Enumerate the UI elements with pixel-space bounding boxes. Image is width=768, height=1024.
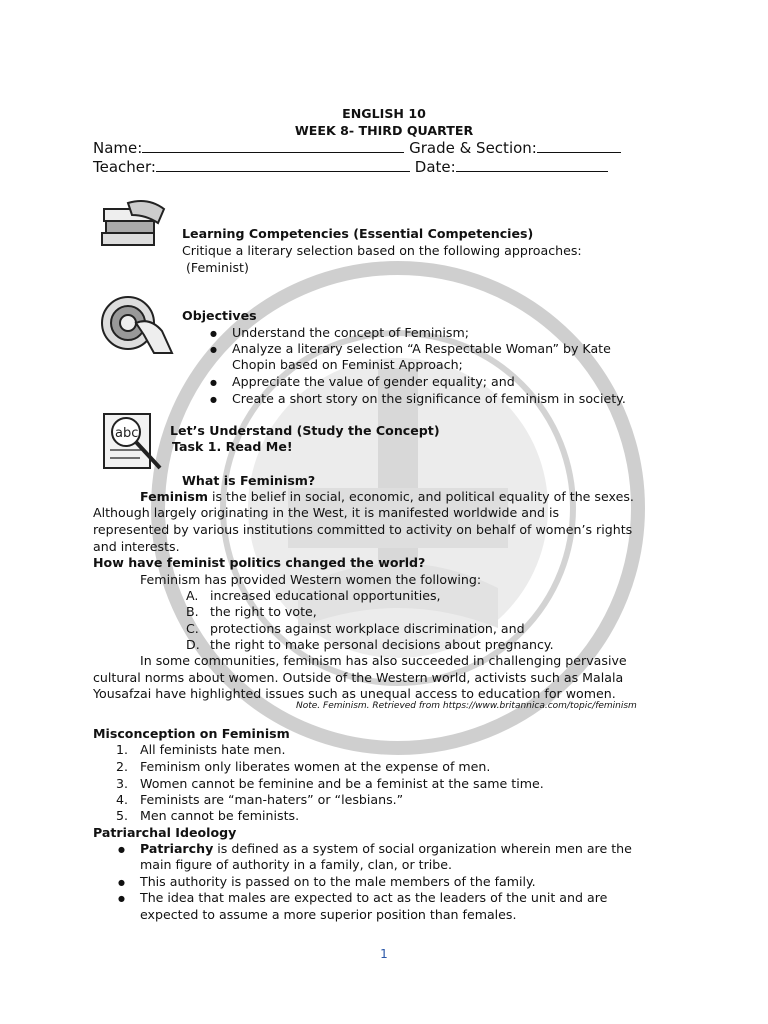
objective-item: ● Analyze a literary selection “A Respectable Woman” by Kate bbox=[232, 341, 611, 358]
date-field[interactable] bbox=[456, 159, 608, 172]
objective-item: ● Create a short story on the significance of feminism in society. bbox=[232, 391, 626, 408]
competencies-line-1: Critique a literary selection based on the following approaches: bbox=[182, 243, 582, 258]
misconception-item: Men cannot be feminists. bbox=[140, 808, 300, 823]
teacher-label: Teacher: bbox=[93, 158, 156, 176]
name-field[interactable] bbox=[142, 140, 404, 153]
patriarchy-item-continued: main figure of authority in a family, clan, or tribe. bbox=[140, 857, 453, 872]
patriarchal-heading: Patriarchal Ideology bbox=[93, 825, 237, 840]
objective-item-continued: Chopin based on Feminist Approach; bbox=[232, 357, 463, 372]
misconception-item: Feminists are “man-haters” or “lesbians.” bbox=[140, 792, 404, 807]
feminism-paragraph-line-1: Feminism is the belief in social, economic, and political equality of the sexes. bbox=[140, 489, 634, 504]
paragraph-line: and interests. bbox=[93, 539, 180, 554]
provided-letter: D. bbox=[186, 637, 200, 652]
patriarchy-item: ● The idea that males are expected to act as the leaders of the unit and are bbox=[140, 890, 607, 907]
paragraph-line: cultural norms about women. Outside of the Western world, activists such as Malala bbox=[93, 670, 624, 685]
misconception-item: Women cannot be feminine and be a feminist at the same time. bbox=[140, 776, 544, 791]
understand-heading: Let’s Understand (Study the Concept) bbox=[170, 423, 440, 438]
provided-item: the right to vote, bbox=[210, 604, 317, 619]
misconception-item: Feminism only liberates women at the expense of men. bbox=[140, 759, 491, 774]
source-note: Note. Feminism. Retrieved from https://www.britannica.com/topic/feminism bbox=[296, 701, 637, 711]
page-number: 1 bbox=[380, 947, 388, 961]
provided-letter: C. bbox=[186, 621, 199, 636]
misconception-num: 3. bbox=[116, 776, 129, 791]
abc-magnifier-icon bbox=[100, 408, 170, 472]
provided-intro: Feminism has provided Western women the following: bbox=[140, 572, 482, 587]
competencies-heading: Learning Competencies (Essential Competencies) bbox=[182, 226, 534, 241]
subject-title: ENGLISH 10 bbox=[342, 106, 426, 121]
teacher-row bbox=[93, 158, 608, 177]
provided-letter: B. bbox=[186, 604, 199, 619]
name-row bbox=[93, 139, 621, 158]
paragraph-line: Although largely originating in the West, it is manifested worldwide and is bbox=[93, 505, 560, 520]
question-heading: What is Feminism? bbox=[182, 473, 316, 488]
grade-label: Grade & Section: bbox=[409, 139, 537, 157]
misconception-item: All feminists hate men. bbox=[140, 742, 286, 757]
provided-item: protections against workplace discrimination, and bbox=[210, 621, 525, 636]
objective-item: ● Appreciate the value of gender equality; and bbox=[232, 374, 515, 391]
patriarchy-term: Patriarchy bbox=[140, 841, 214, 856]
misconception-num: 1. bbox=[116, 742, 129, 757]
week-title: WEEK 8- THIRD QUARTER bbox=[294, 123, 474, 138]
misconception-heading: Misconception on Feminism bbox=[93, 726, 290, 741]
competencies-line-2: (Feminist) bbox=[186, 260, 249, 275]
provided-item: the right to make personal decisions about pregnancy. bbox=[210, 637, 554, 652]
books-icon bbox=[98, 195, 168, 253]
objective-item: ● Understand the concept of Feminism; bbox=[232, 325, 469, 342]
target-icon bbox=[98, 293, 182, 355]
feminism-term: Feminism bbox=[140, 489, 208, 504]
misconception-num: 5. bbox=[116, 808, 129, 823]
provided-letter: A. bbox=[186, 588, 199, 603]
paragraph-line: represented by various institutions committed to activity on behalf of women’s rights bbox=[93, 522, 633, 537]
task-title: Task 1. Read Me! bbox=[172, 439, 293, 454]
patriarchy-item: ● This authority is passed on to the male members of the family. bbox=[140, 874, 536, 891]
patriarchy-item-continued: expected to assume a more superior position than females. bbox=[140, 907, 517, 922]
objectives-heading: Objectives bbox=[182, 308, 257, 323]
svg-text:abc: abc bbox=[115, 426, 139, 441]
date-label: Date: bbox=[414, 158, 456, 176]
name-label: Name: bbox=[93, 139, 143, 157]
provided-item: increased educational opportunities, bbox=[210, 588, 441, 603]
grade-field[interactable] bbox=[537, 140, 621, 153]
patriarchy-item: ● Patriarchy is defined as a system of social organization wherein men are the bbox=[140, 841, 632, 858]
teacher-field[interactable] bbox=[156, 159, 410, 172]
paragraph-line: In some communities, feminism has also succeeded in challenging pervasive bbox=[140, 653, 627, 668]
misconception-num: 2. bbox=[116, 759, 129, 774]
politics-heading: How have feminist politics changed the world? bbox=[93, 555, 426, 570]
misconception-num: 4. bbox=[116, 792, 129, 807]
paragraph-line: Yousafzai have highlighted issues such as unequal access to education for women. bbox=[93, 686, 616, 701]
